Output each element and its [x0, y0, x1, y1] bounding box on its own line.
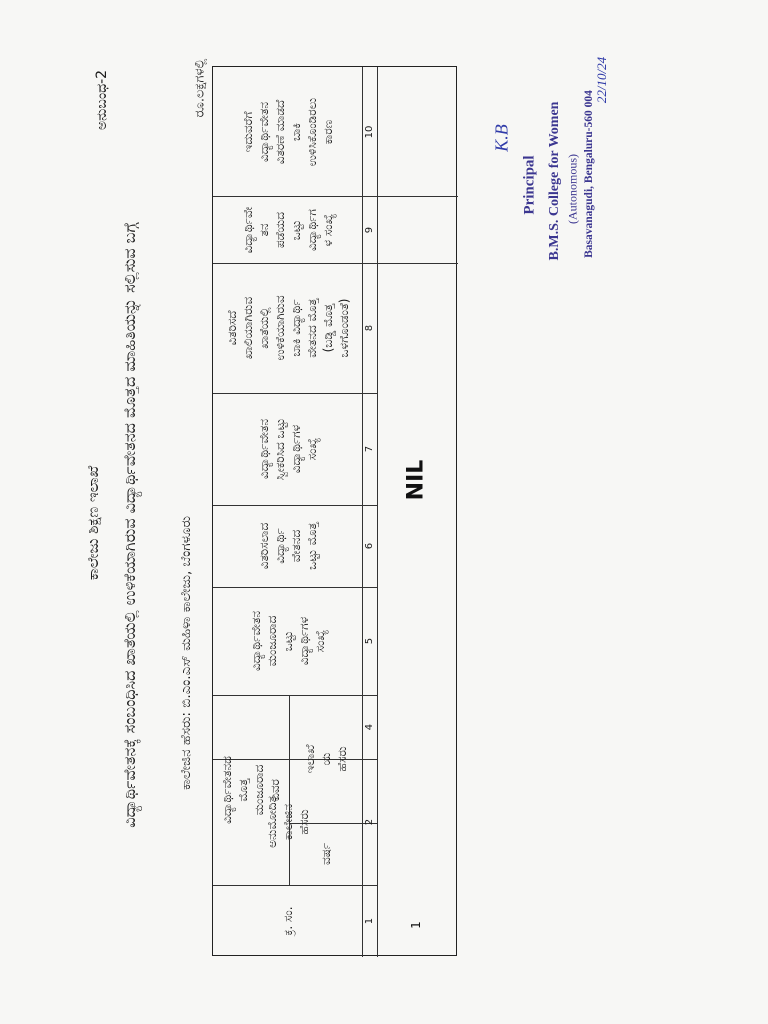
stamp-address: Basavanagudi, Bengaluru-560 004	[583, 90, 595, 258]
header-col-10: ಇದುವರೆಗೆ ವಿದ್ಯಾರ್ಥಿವೇತನ ವಿತರಣೆ ಮಾಡದೆ ಬಾಕಿ ಉಳಿಸಿಕೊಂಡಿರಲು ಕಾರಣ	[240, 97, 335, 166]
stamp-title: Principal	[521, 155, 538, 215]
subject-line: ವಿದ್ಯಾರ್ಥಿವೇತನಕ್ಕೆ ಸಂಬಂಧಿಸಿದ ಖಾತೆಯಲ್ಲಿ ಉಳಿಕೆಯಾಗಿರುವ ವಿದ್ಯಾರ್ಥಿವೇತನದ ಮೊತ್ತದ ಮಾಹಿತಿಯನ್ನು ಸಲ್ಲಿಸುವ ಬಗ್ಗೆ	[120, 222, 139, 828]
header-body-divider	[377, 67, 378, 957]
col-number: 2	[363, 818, 375, 826]
unit-label: ರೂ.ಲಕ್ಷಗಳಲ್ಲಿ	[192, 58, 208, 118]
department-heading: ಕಾಲೇಜು ಶಿಕ್ಷಣ ಇಲಾಖೆ	[84, 465, 102, 581]
row-serial-number: 1	[409, 921, 423, 929]
col-number: 6	[363, 542, 375, 550]
header-col-5: ವಿದ್ಯಾರ್ಥಿವೇತನ ಮಂಜೂರಾದ ಒಟ್ಟು ವಿದ್ಯಾರ್ಥಿಗಳ ಸಂಖ್ಯೆ	[248, 610, 327, 672]
header-col-6: ವಿತರಿಸಲಾದ ವಿದ್ಯಾರ್ಥಿ ವೇತನದ ಒಟ್ಟು ಮೊತ್ತ	[256, 522, 319, 570]
col-number: 7	[363, 445, 375, 453]
header-col-7: ವಿದ್ಯಾರ್ಥಿವೇತನ ಸ್ವೀಕರಿಸಿದ ಒಟ್ಟು ವಿದ್ಯಾರ್ಥಿಗಳ ಸಂಖ್ಯೆ	[256, 417, 319, 481]
header-col-2: ಅನುಮೋದಿತ ಕಾಲೇಜಿನ ಹೆಸರು	[264, 796, 311, 848]
header-col-1: ಕ್ರ. ಸಂ.	[280, 906, 295, 936]
col-number: 10	[363, 125, 375, 138]
col-number: 4	[363, 723, 375, 731]
college-name-line: ಕಾಲೇಜಿನ ಹೆಸರು: ಬಿ.ಎಂ.ಎಸ್ ಮಹಿಳಾ ಕಾಲೇಜು, ಬೆಂಗಳೂರು	[178, 516, 194, 790]
header-col-9: ವಿದ್ಯಾರ್ಥಿವೇ ತನ ಪಡೆಯದ ಒಟ್ಟು ವಿದ್ಯಾರ್ಥಿಗ ಳ ಸಂಖ್ಯೆ	[240, 206, 335, 253]
col-number: 9	[363, 226, 375, 233]
handwritten-date: 22/10/24	[594, 56, 609, 104]
col-number: 8	[363, 324, 375, 332]
stamp-status: (Autonomous)	[565, 154, 580, 225]
nil-entry: NIL	[403, 459, 429, 501]
header-col-8: ವಿತರಿಸದೆ ಖಾಲಿಯಾಗಿರುವ ಖಾತೆಯಲ್ಲಿ ಉಳಿಕೆಯಾಗಿರುವ ಬಾಕಿ ವಿದ್ಯಾರ್ಥಿ ವೇತನದ ಮೊತ್ತ (ಬಡ್ಡಿ ಮೊತ್ತ ಒಳಗೊಂಡಂತೆ)	[224, 295, 351, 361]
principal-stamp	[485, 75, 625, 295]
header-col-4: ಇಲಾಖೆ ಯ ಹೆಸರು	[302, 744, 349, 774]
annexure-label: ಅನುಬಂಧ-2	[94, 69, 110, 131]
header-col-3: ವರ್ಷ	[318, 842, 333, 866]
signature: K.B	[491, 124, 512, 152]
header-group: ವಿದ್ಯಾರ್ಥಿವೇತನದ ಮೊತ್ತ ಮಂಜೂರಾದ ವಿವರ	[220, 756, 282, 824]
col-number: 1	[363, 917, 375, 925]
col-number: 5	[363, 637, 375, 645]
scholarship-table	[212, 66, 457, 956]
stamp-college: B.M.S. College for Women	[547, 101, 562, 261]
